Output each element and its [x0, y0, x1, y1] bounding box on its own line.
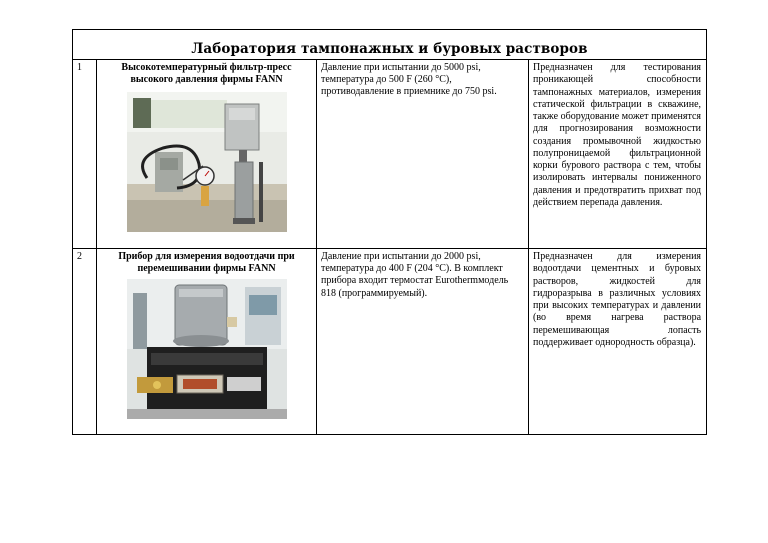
- row-number: 1: [73, 60, 97, 249]
- description-cell: Предназначен для измерения водоотдачи цементных и буровых растворов, жидкостей для гидроразрыва в различных условиях при высоких температурах и давлении (во время нагрева раствора перемешивающая лопасть поддерживает однородность образца).: [529, 249, 707, 435]
- equipment-cell: [97, 60, 317, 249]
- equipment-name: Прибор для измерения водоотдачи при перемешивании фирмы FANN: [118, 251, 295, 274]
- fluid-loss-tester-photo: [127, 279, 287, 419]
- row-number: 2: [73, 249, 97, 435]
- equipment-cell: [97, 249, 317, 435]
- table-row: [73, 60, 707, 249]
- params-cell: Давление при испытании до 2000 psi, температура до 400 F (204 °C). В комплект прибора входит термостат Eurothermмодель 818 (программируемый).: [317, 249, 529, 435]
- params-cell: Давление при испытании до 5000 psi, температура до 500 F (260 °C), противодавление в приемнике до 750 psi.: [317, 60, 529, 249]
- description-cell: Предназначен для тестирования проникающей способности тампонажных материалов, измерения статической фильтрации в скважине, также оборудование может применятся для прогнозирования возможности создания промывочной жидкостью полупроницаемой фильтрационной корки бурового раствора с тем, чтобы изолировать интервалы пониженного давления и предотвратить прихват под действием перепада давления.: [529, 60, 707, 249]
- table-title: Лаборатория тампонажных и буровых растворов: [73, 30, 707, 60]
- equipment-name: Высокотемпературный фильтр-пресс высокого давления фирмы FANN: [121, 62, 292, 85]
- filter-press-photo: [127, 92, 287, 232]
- table-row: [73, 249, 707, 435]
- equipment-table: [72, 29, 707, 435]
